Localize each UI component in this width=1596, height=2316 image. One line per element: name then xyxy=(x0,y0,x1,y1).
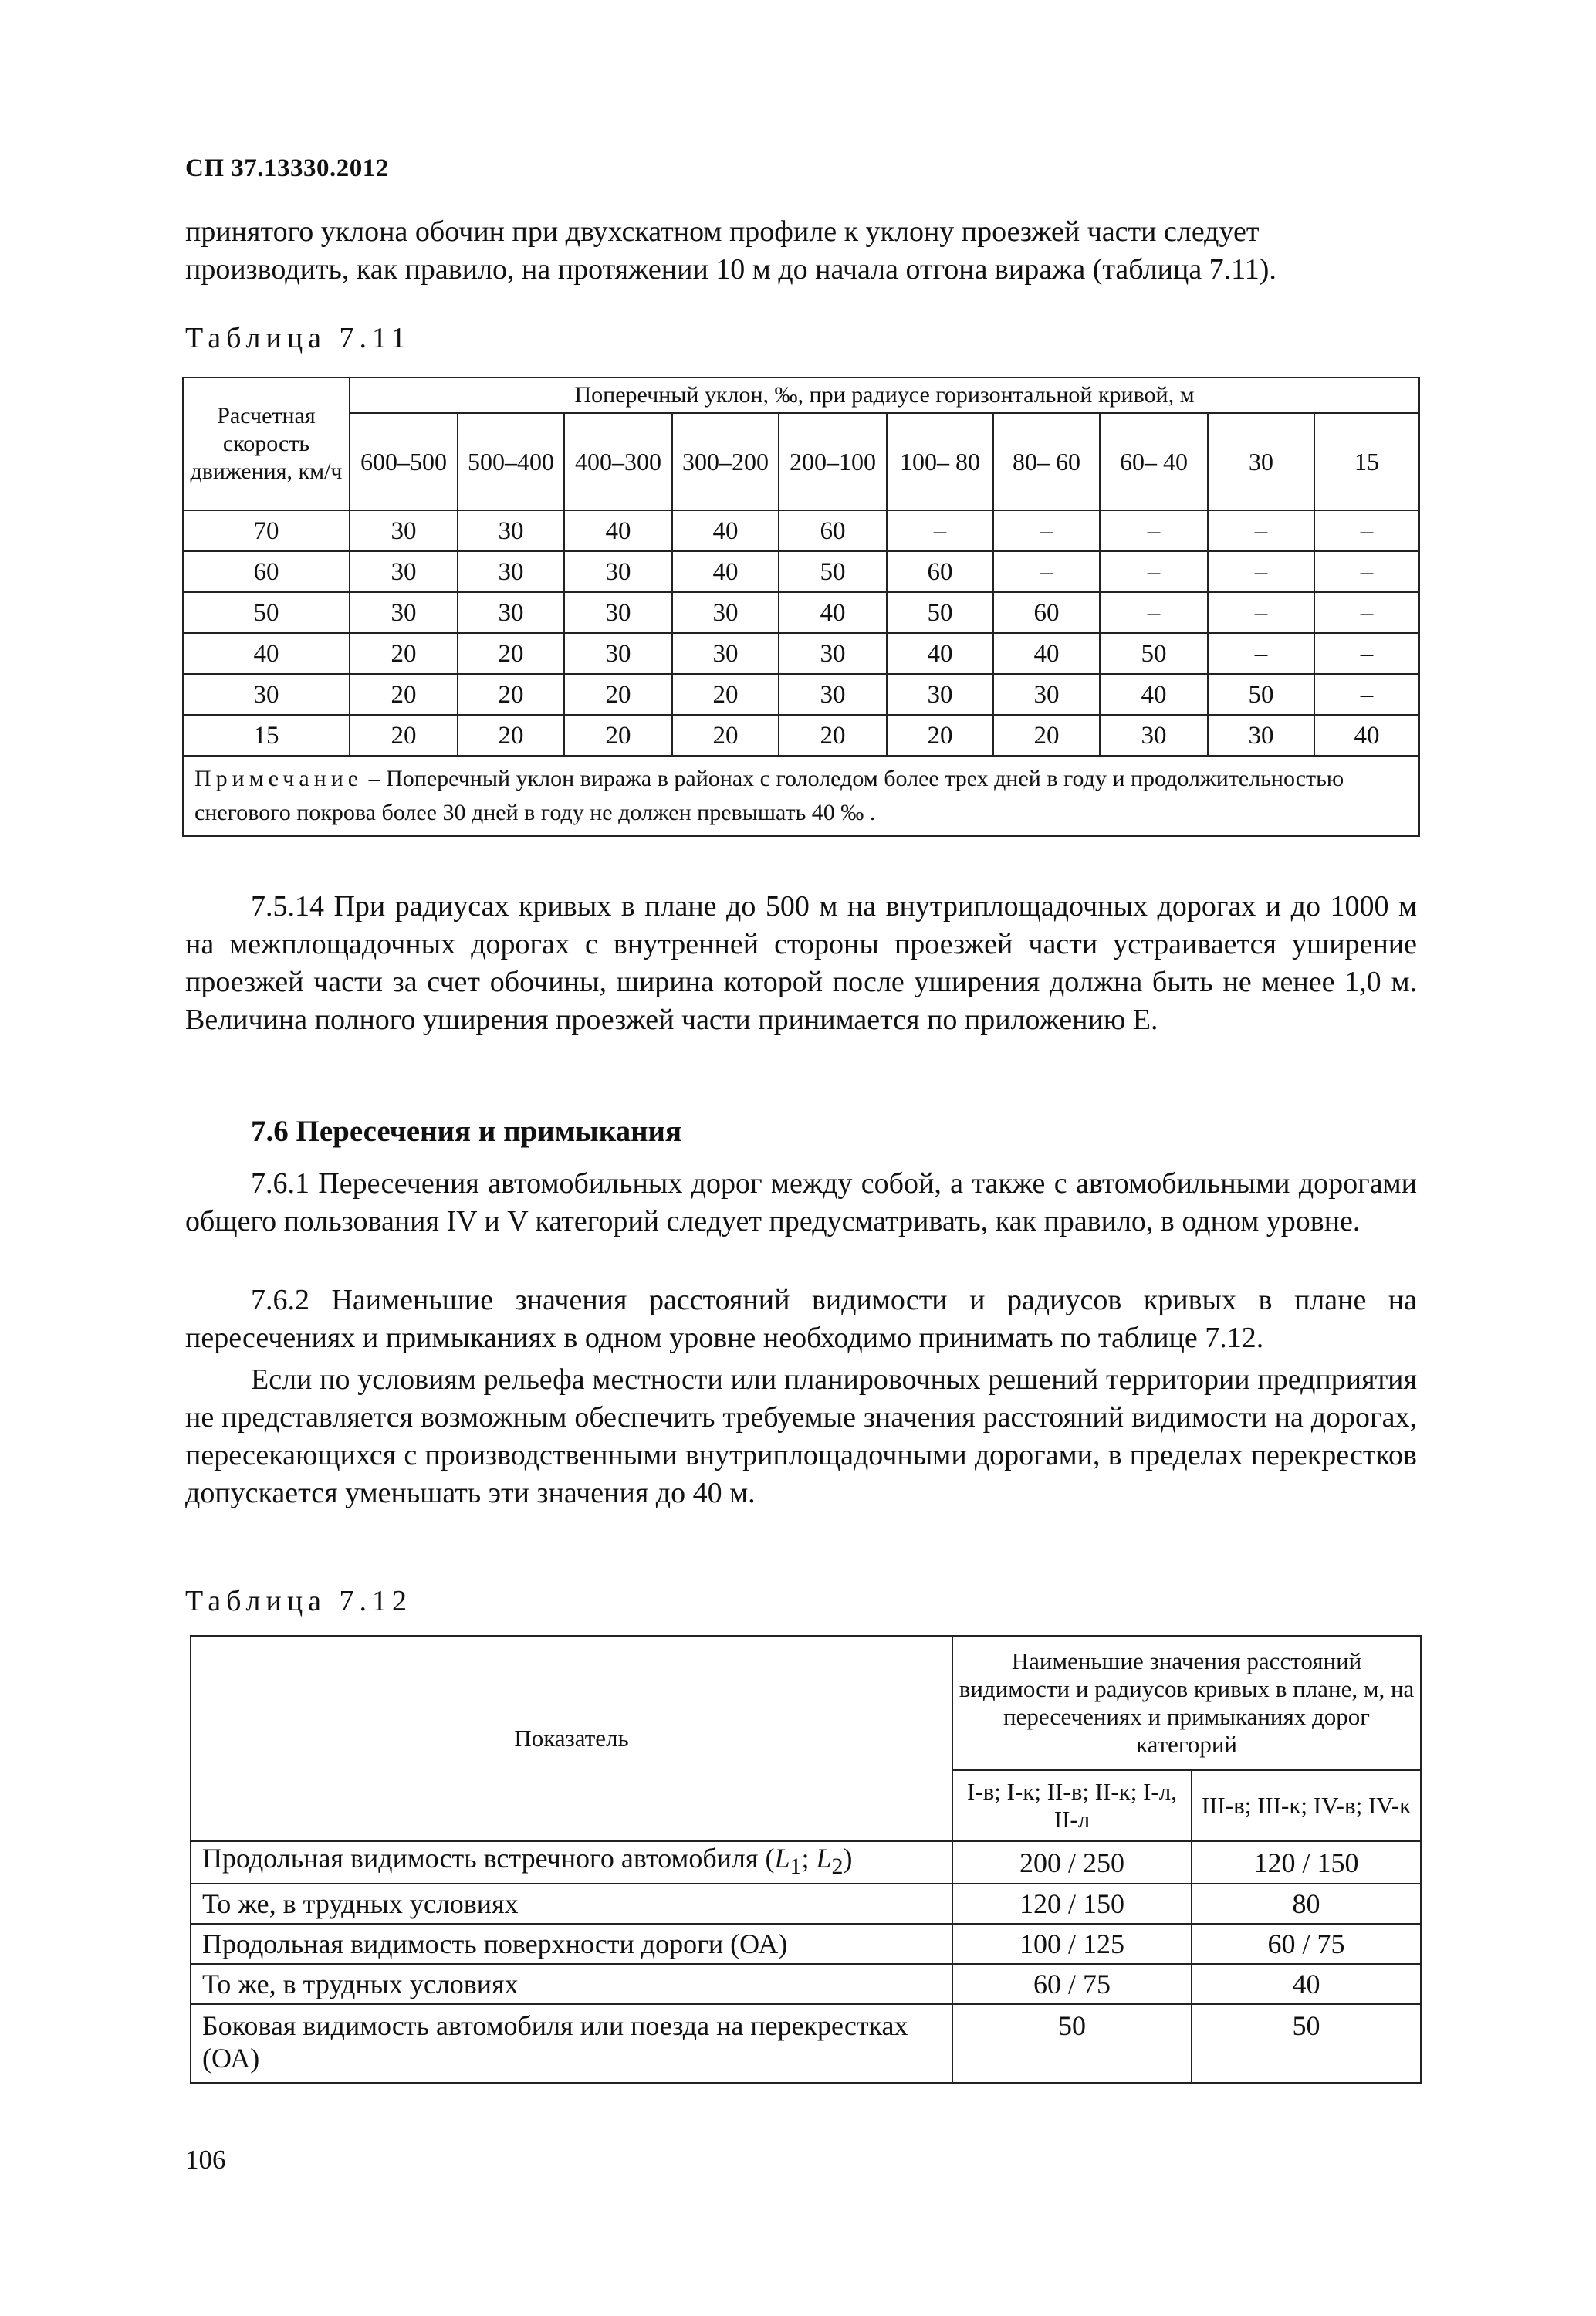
slope-header: Поперечный уклон, ‰, при радиусе горизонтальной кривой, м xyxy=(350,378,1419,413)
radius-col-header: 300–200 xyxy=(672,413,779,510)
slope-cell: 40 xyxy=(887,633,993,674)
slope-cell: – xyxy=(1314,633,1419,674)
slope-cell: 30 xyxy=(887,674,993,715)
slope-cell: 20 xyxy=(350,715,458,756)
symbol-l1: L xyxy=(774,1843,790,1874)
clause-7-5-14: 7.5.14 При радиусах кривых в плане до 500 м на внутриплощадочных дорогах и до 1000 м на межплощадочных дорогах с внутренней стороны проезжей части устраивается уширение проезжей части за счет обочины, ширина которой после уширения должна быть не менее 1,0 м. Величина полного уширения проезжей части принимается по приложению Е. xyxy=(185,890,1417,1036)
radius-col-header: 100– 80 xyxy=(887,413,993,510)
intro-line-2: производить, как правило, на протяжении 10 м до начала отгона виража (таблица 7.11). xyxy=(185,253,1276,286)
category-col-header: III-в; III-к; IV-в; IV-к xyxy=(1192,1770,1421,1841)
value-cell: 120 / 150 xyxy=(952,1884,1192,1924)
value-cell: 50 xyxy=(1192,2004,1421,2083)
category-col-header: I-в; I-к; II-в; II-к; I-л, II-л xyxy=(952,1770,1192,1841)
slope-cell: 60 xyxy=(779,510,887,551)
table-row xyxy=(183,592,1419,633)
slope-cell: 60 xyxy=(993,592,1100,633)
indicator-header: Показатель xyxy=(191,1636,952,1841)
table-row xyxy=(183,510,1419,551)
speed-cell: 40 xyxy=(183,633,350,674)
slope-cell: – xyxy=(1100,592,1208,633)
intro-line-1: принятого уклона обочин при двухскатном профиле к уклону проезжей части следует xyxy=(185,215,1260,248)
value-cell: 200 / 250 xyxy=(952,1841,1192,1884)
value-cell: 100 / 125 xyxy=(952,1924,1192,1964)
clause-7-6-1: 7.6.1 Пересечения автомобильных дорог между собой, а также с автомобильными дорогами общего пользования IV и V категорий следует предусматривать, как правило, в одном уровне. xyxy=(185,1167,1417,1238)
speed-cell: 70 xyxy=(183,510,350,551)
slope-cell: 20 xyxy=(350,674,458,715)
slope-cell: 40 xyxy=(672,551,779,592)
table-7-12 xyxy=(190,1635,1422,2084)
indicator-cell: Боковая видимость автомобиля или поезда на перекрестках (ОА) xyxy=(191,2004,952,2083)
slope-cell: 20 xyxy=(458,633,564,674)
table-row xyxy=(183,551,1419,592)
clause-7-6-2: 7.6.2 Наименьшие значения расстояний видимости и радиусов кривых в плане на пересечениях и примыканиях в одном уровне необходимо принимать по таблице 7.12. xyxy=(185,1284,1417,1354)
radius-col-header: 30 xyxy=(1208,413,1314,510)
slope-cell: 50 xyxy=(887,592,993,633)
slope-cell: 30 xyxy=(1208,715,1314,756)
slope-cell: 40 xyxy=(1314,715,1419,756)
note-label: Примечание xyxy=(194,766,363,791)
symbol-subscript: 2 xyxy=(831,1854,844,1880)
table-7-11 xyxy=(182,377,1420,837)
slope-cell: 30 xyxy=(350,510,458,551)
slope-cell: 30 xyxy=(458,551,564,592)
visibility-reduction-paragraph: Если по условиям рельефа местности или планировочных решений территории предприятия не представляется возможным обеспечить требуемые значения расстояний видимости на дорогах, пересекающихся с производственными внутриплощадочными дорогами, в пределах перекрестков допускается уменьшать эти значения до 40 м. xyxy=(185,1363,1417,1509)
table-row xyxy=(191,1964,1421,2004)
radius-col-header: 500–400 xyxy=(458,413,564,510)
slope-cell: 20 xyxy=(564,715,672,756)
indicator-cell xyxy=(191,1841,952,1884)
slope-cell: 20 xyxy=(350,633,458,674)
radius-col-header: 80– 60 xyxy=(993,413,1100,510)
radius-col-header: 15 xyxy=(1314,413,1419,510)
radius-col-header: 600–500 xyxy=(350,413,458,510)
slope-cell: 30 xyxy=(350,551,458,592)
slope-cell: – xyxy=(1208,592,1314,633)
slope-cell: – xyxy=(1208,510,1314,551)
slope-cell: – xyxy=(1314,551,1419,592)
slope-cell: – xyxy=(1208,551,1314,592)
slope-cell: 40 xyxy=(993,633,1100,674)
slope-cell: 30 xyxy=(779,633,887,674)
slope-cell: 30 xyxy=(779,674,887,715)
slope-cell: 30 xyxy=(458,510,564,551)
min-values-header: Наименьшие значения расстояний видимости и радиусов кривых в плане, м, на пересечениях и примыканиях дорог категорий xyxy=(952,1636,1421,1770)
page-number: 106 xyxy=(185,2145,226,2175)
value-cell: 60 / 75 xyxy=(1192,1924,1421,1964)
table-row xyxy=(183,715,1419,756)
slope-cell: 20 xyxy=(672,674,779,715)
slope-cell: 30 xyxy=(672,633,779,674)
note-text: – Поперечный уклон виража в районах с гололедом более трех дней в году и продолжительностью снегового покрова более 30 дней в году не должен превышать 40 ‰ . xyxy=(194,766,1344,825)
value-cell: 40 xyxy=(1192,1964,1421,2004)
indicator-cell: То же, в трудных условиях xyxy=(191,1964,952,2004)
table-row xyxy=(191,1884,1421,1924)
slope-cell: 20 xyxy=(887,715,993,756)
slope-cell: – xyxy=(1100,510,1208,551)
value-cell: 80 xyxy=(1192,1884,1421,1924)
speed-cell: 60 xyxy=(183,551,350,592)
slope-cell: 30 xyxy=(458,592,564,633)
table-note xyxy=(183,756,1419,836)
slope-cell: – xyxy=(1314,592,1419,633)
slope-cell: 30 xyxy=(350,592,458,633)
slope-cell: 20 xyxy=(779,715,887,756)
slope-cell: 60 xyxy=(887,551,993,592)
slope-cell: 30 xyxy=(564,633,672,674)
slope-cell: – xyxy=(1208,633,1314,674)
slope-cell: – xyxy=(993,510,1100,551)
speed-cell: 15 xyxy=(183,715,350,756)
value-cell: 60 / 75 xyxy=(952,1964,1192,2004)
slope-cell: 50 xyxy=(779,551,887,592)
slope-cell: – xyxy=(993,551,1100,592)
slope-cell: 20 xyxy=(458,715,564,756)
table-row xyxy=(191,2004,1421,2083)
table-row xyxy=(183,674,1419,715)
radius-col-header: 400–300 xyxy=(564,413,672,510)
table-row xyxy=(191,1841,1421,1884)
slope-cell: 40 xyxy=(672,510,779,551)
indicator-label: Продольная видимость встречного автомобиля ( xyxy=(202,1843,775,1874)
table-7-12-caption: Таблица 7.12 xyxy=(185,1585,413,1617)
slope-cell: – xyxy=(1314,674,1419,715)
radius-col-header: 60– 40 xyxy=(1100,413,1208,510)
slope-cell: 40 xyxy=(779,592,887,633)
slope-cell: 40 xyxy=(1100,674,1208,715)
radius-col-header: 200–100 xyxy=(779,413,887,510)
slope-cell: – xyxy=(887,510,993,551)
radius-header-row xyxy=(183,413,1419,510)
closing-parenthesis: ) xyxy=(843,1843,853,1874)
value-cell: 120 / 150 xyxy=(1192,1841,1421,1884)
slope-cell: 30 xyxy=(564,592,672,633)
slope-cell: – xyxy=(1100,551,1208,592)
document-code: СП 37.13330.2012 xyxy=(185,154,389,182)
table-row xyxy=(191,1924,1421,1964)
speed-cell: 50 xyxy=(183,592,350,633)
symbol-subscript: 1 xyxy=(790,1854,802,1880)
indicator-cell: Продольная видимость поверхности дороги (ОА) xyxy=(191,1924,952,1964)
table-row xyxy=(183,633,1419,674)
slope-cell: 50 xyxy=(1208,674,1314,715)
value-cell: 50 xyxy=(952,2004,1192,2083)
slope-cell: 20 xyxy=(993,715,1100,756)
intro-paragraph xyxy=(185,213,1417,289)
symbol-separator: ; xyxy=(801,1843,817,1874)
slope-cell: 40 xyxy=(564,510,672,551)
section-heading: 7.6 Пересечения и примыкания xyxy=(251,1115,682,1148)
slope-cell: – xyxy=(1314,510,1419,551)
table-7-11-caption: Таблица 7.11 xyxy=(185,322,411,354)
slope-cell: 30 xyxy=(672,592,779,633)
slope-cell: 20 xyxy=(564,674,672,715)
indicator-cell: То же, в трудных условиях xyxy=(191,1884,952,1924)
slope-cell: 20 xyxy=(458,674,564,715)
slope-cell: 30 xyxy=(993,674,1100,715)
slope-cell: 50 xyxy=(1100,633,1208,674)
symbol-l2: L xyxy=(816,1843,832,1874)
slope-cell: 20 xyxy=(672,715,779,756)
slope-cell: 30 xyxy=(564,551,672,592)
slope-cell: 30 xyxy=(1100,715,1208,756)
speed-header: Расчетная скорость движения, км/ч xyxy=(183,378,350,510)
speed-cell: 30 xyxy=(183,674,350,715)
